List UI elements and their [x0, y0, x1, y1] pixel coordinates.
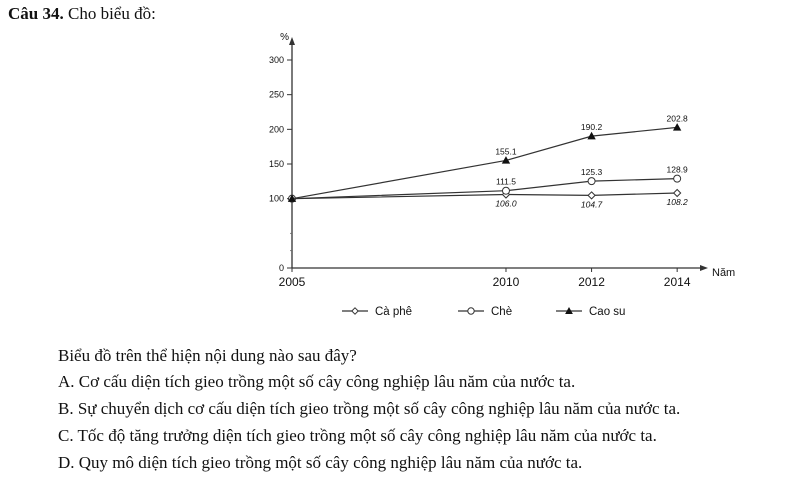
x-tick-label: 2014	[663, 275, 691, 289]
data-label: 104.7	[580, 199, 603, 210]
legend-label: Cao su	[589, 306, 626, 318]
x-tick-label: 2010	[492, 275, 520, 289]
data-point	[674, 189, 681, 196]
data-label: 111.5	[495, 176, 516, 187]
option-c[interactable]: C. Tốc độ tăng trưởng diện tích gieo trồng một số cây công nghiệp lâu năm của nước ta.	[58, 426, 657, 445]
y-tick-label: 250	[268, 89, 284, 100]
legend-item-2	[458, 306, 512, 318]
legend-item-1	[342, 306, 412, 318]
y-tick-label: 150	[268, 159, 284, 169]
y-axis-unit-label: %	[280, 32, 289, 43]
y-axis-arrow	[289, 37, 295, 45]
data-label: 155.1	[495, 146, 517, 157]
chart-series	[289, 113, 689, 209]
option-d[interactable]: D. Quy mô diện tích gieo trồng một số cây công nghiệp lâu năm của nước ta.	[58, 453, 583, 472]
legend-marker	[468, 308, 474, 314]
data-label: 106.0	[495, 198, 517, 209]
option-a[interactable]: A. Cơ cấu diện tích gieo trồng một số cây công nghiệp lâu năm của nước ta.	[58, 372, 576, 391]
data-point	[588, 192, 595, 199]
legend-label: Chè	[491, 306, 513, 318]
data-label: 202.8	[666, 113, 688, 124]
x-axis-title: Năm	[712, 267, 736, 279]
y-tick-label: 300	[268, 55, 284, 65]
data-label: 108.2	[666, 196, 688, 207]
data-label: 190.2	[580, 122, 603, 133]
data-point	[674, 175, 681, 182]
legend-item-3	[556, 306, 625, 318]
series-line	[292, 127, 677, 198]
question-number: Câu 34.	[8, 4, 64, 23]
x-axis-arrow	[700, 265, 708, 271]
data-point	[588, 178, 595, 185]
legend-label: Cà phê	[375, 306, 413, 318]
option-b[interactable]: B. Sự chuyển dịch cơ cấu diện tích gieo trồng một số cây công nghiệp lâu năm của nước ta.	[58, 399, 681, 418]
y-tick-label: 100	[268, 193, 284, 204]
question-intro: Cho biểu đồ:	[67, 4, 156, 23]
series-1	[289, 189, 689, 209]
series-2	[289, 165, 689, 203]
data-label: 128.9	[666, 164, 688, 175]
y-tick-label: 200	[268, 124, 284, 135]
chart-legend	[342, 306, 625, 318]
x-tick-label: 2005	[278, 275, 306, 289]
series-3	[289, 113, 689, 201]
data-label: 125.3	[580, 167, 603, 178]
chart-axes	[269, 32, 735, 289]
y-tick-label: 0	[278, 263, 284, 273]
question-prompt: Biểu đồ trên thể hiện nội dung nào sau đây?	[58, 346, 357, 365]
x-tick-label: 2012	[578, 275, 605, 289]
series-line	[292, 193, 677, 199]
legend-marker	[352, 308, 358, 314]
data-point	[502, 187, 509, 194]
